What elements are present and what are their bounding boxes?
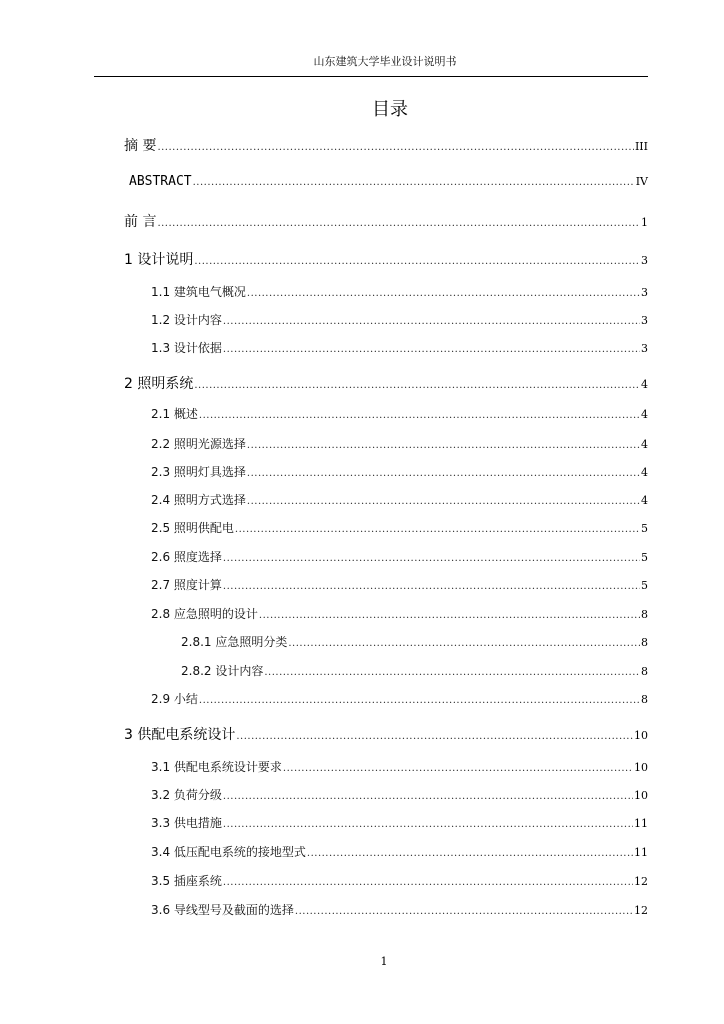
toc-entry-page: 4 bbox=[641, 378, 648, 391]
toc-entry-page: 10 bbox=[634, 761, 648, 774]
toc-entry-page: 11 bbox=[634, 817, 648, 830]
leader-dots bbox=[264, 667, 640, 678]
toc-entry[interactable] bbox=[151, 339, 648, 356]
toc-entry-label: 1.1 建筑电气概况 bbox=[151, 285, 246, 299]
toc-entry-page: IV bbox=[635, 175, 648, 188]
toc-entry-page: 3 bbox=[641, 286, 648, 299]
leader-dots bbox=[157, 142, 634, 153]
toc-entry[interactable] bbox=[151, 814, 648, 831]
leader-dots bbox=[194, 380, 640, 391]
leader-dots bbox=[193, 177, 635, 188]
toc-entry-label: 3.1 供配电系统设计要求 bbox=[151, 760, 282, 774]
toc-entry-label: 3.3 供电措施 bbox=[151, 816, 222, 830]
toc-entry-label: 2.9 小结 bbox=[151, 692, 198, 706]
toc-entry-page: 3 bbox=[641, 342, 648, 355]
leader-dots bbox=[223, 344, 640, 355]
leader-dots bbox=[283, 763, 633, 774]
leader-dots bbox=[295, 906, 633, 917]
toc-entry-label: 摘 要 bbox=[124, 138, 157, 154]
toc-entry-label: 2.8.1 应急照明分类 bbox=[181, 635, 288, 649]
toc-entry[interactable] bbox=[151, 463, 648, 480]
toc-title: 目录 bbox=[372, 99, 408, 120]
toc-entry[interactable] bbox=[124, 249, 648, 269]
toc-entry-label: 1.2 设计内容 bbox=[151, 313, 222, 327]
leader-dots bbox=[194, 256, 640, 267]
toc-entry-label: 2.7 照度计算 bbox=[151, 578, 222, 592]
toc-entry-label: 2.5 照明供配电 bbox=[151, 521, 234, 535]
toc-entry[interactable] bbox=[181, 633, 648, 650]
toc-entry-page: 1 bbox=[641, 216, 648, 229]
leader-dots bbox=[223, 581, 640, 592]
toc-entry[interactable] bbox=[151, 786, 648, 803]
leader-dots bbox=[199, 410, 640, 421]
toc-entry-page: 4 bbox=[641, 466, 648, 479]
toc-entry-page: 12 bbox=[634, 875, 648, 888]
toc-entry-page: 5 bbox=[641, 551, 648, 564]
leader-dots bbox=[157, 218, 640, 229]
leader-dots bbox=[199, 695, 640, 706]
toc-entry[interactable] bbox=[151, 576, 648, 593]
toc-entry[interactable] bbox=[124, 724, 648, 744]
leader-dots bbox=[247, 440, 640, 451]
toc-entry-page: 8 bbox=[641, 665, 648, 678]
toc-entry[interactable] bbox=[151, 283, 648, 300]
leader-dots bbox=[247, 496, 640, 507]
leader-dots bbox=[247, 288, 640, 299]
toc-entry[interactable] bbox=[151, 405, 648, 422]
toc-entry-label: 3 供配电系统设计 bbox=[124, 727, 236, 743]
toc-entry-page: 4 bbox=[641, 408, 648, 421]
toc-entry-page: III bbox=[634, 140, 648, 153]
toc-entry-label: 3.4 低压配电系统的接地型式 bbox=[151, 845, 306, 859]
toc-entry[interactable] bbox=[129, 174, 648, 189]
toc-entry-page: 4 bbox=[641, 494, 648, 507]
leader-dots bbox=[259, 610, 640, 621]
toc-entry[interactable] bbox=[151, 548, 648, 565]
toc-entry[interactable] bbox=[151, 872, 648, 889]
toc-entry[interactable] bbox=[124, 211, 648, 231]
toc-entry[interactable] bbox=[151, 491, 648, 508]
toc-entry-page: 3 bbox=[641, 314, 648, 327]
toc-entry-label: 1.3 设计依据 bbox=[151, 341, 222, 355]
toc-entry[interactable] bbox=[124, 135, 648, 155]
leader-dots bbox=[223, 819, 633, 830]
toc-entry[interactable] bbox=[151, 901, 648, 918]
toc-entry-label: 2.3 照明灯具选择 bbox=[151, 465, 246, 479]
leader-dots bbox=[223, 877, 633, 888]
toc-entry-label: 2.1 概述 bbox=[151, 407, 198, 421]
toc-entry[interactable] bbox=[151, 311, 648, 328]
toc-entry[interactable] bbox=[151, 519, 648, 536]
toc-entry-page: 4 bbox=[641, 438, 648, 451]
toc-entry-page: 5 bbox=[641, 579, 648, 592]
leader-dots bbox=[247, 468, 640, 479]
toc-entry-page: 8 bbox=[641, 636, 648, 649]
toc-entry[interactable] bbox=[151, 435, 648, 452]
leader-dots bbox=[307, 848, 633, 859]
toc-entry[interactable] bbox=[151, 605, 648, 622]
toc-entry[interactable] bbox=[124, 373, 648, 393]
toc-entry[interactable] bbox=[151, 690, 648, 707]
toc-entry-page: 8 bbox=[641, 608, 648, 621]
toc-entry-label: 2.8.2 设计内容 bbox=[181, 664, 264, 678]
toc-entry-page: 10 bbox=[634, 729, 648, 742]
toc-entry-label: 3.5 插座系统 bbox=[151, 874, 222, 888]
toc-entry-label: 2.8 应急照明的设计 bbox=[151, 607, 258, 621]
leader-dots bbox=[235, 524, 640, 535]
toc-entry-label: 2.4 照明方式选择 bbox=[151, 493, 246, 507]
toc-entry-label: 1 设计说明 bbox=[124, 252, 194, 268]
toc-entry-page: 5 bbox=[641, 522, 648, 535]
toc-entry-page: 8 bbox=[641, 693, 648, 706]
footer-page-number: 1 bbox=[380, 955, 388, 968]
toc-entry[interactable] bbox=[151, 843, 648, 860]
leader-dots bbox=[223, 791, 633, 802]
leader-dots bbox=[288, 638, 640, 649]
toc-entry-label: 2.6 照度选择 bbox=[151, 550, 222, 564]
toc-entry-page: 11 bbox=[634, 846, 648, 859]
toc-entry-page: 12 bbox=[634, 904, 648, 917]
toc-entry-label: 3.6 导线型号及截面的选择 bbox=[151, 903, 294, 917]
header-title: 山东建筑大学毕业设计说明书 bbox=[313, 55, 457, 68]
leader-dots bbox=[223, 316, 640, 327]
toc-entry-label: 2 照明系统 bbox=[124, 376, 194, 392]
leader-dots bbox=[236, 731, 633, 742]
toc-entry-page: 10 bbox=[634, 789, 648, 802]
leader-dots bbox=[223, 553, 640, 564]
toc-entry[interactable] bbox=[151, 758, 648, 775]
toc-entry[interactable] bbox=[181, 662, 648, 679]
toc-entry-label: 2.2 照明光源选择 bbox=[151, 437, 246, 451]
toc-entry-page: 3 bbox=[641, 254, 648, 267]
toc-entry-label: 3.2 负荷分级 bbox=[151, 788, 222, 802]
toc-entry-label: ABSTRACT bbox=[129, 174, 192, 189]
toc-entry-label: 前 言 bbox=[124, 214, 157, 230]
